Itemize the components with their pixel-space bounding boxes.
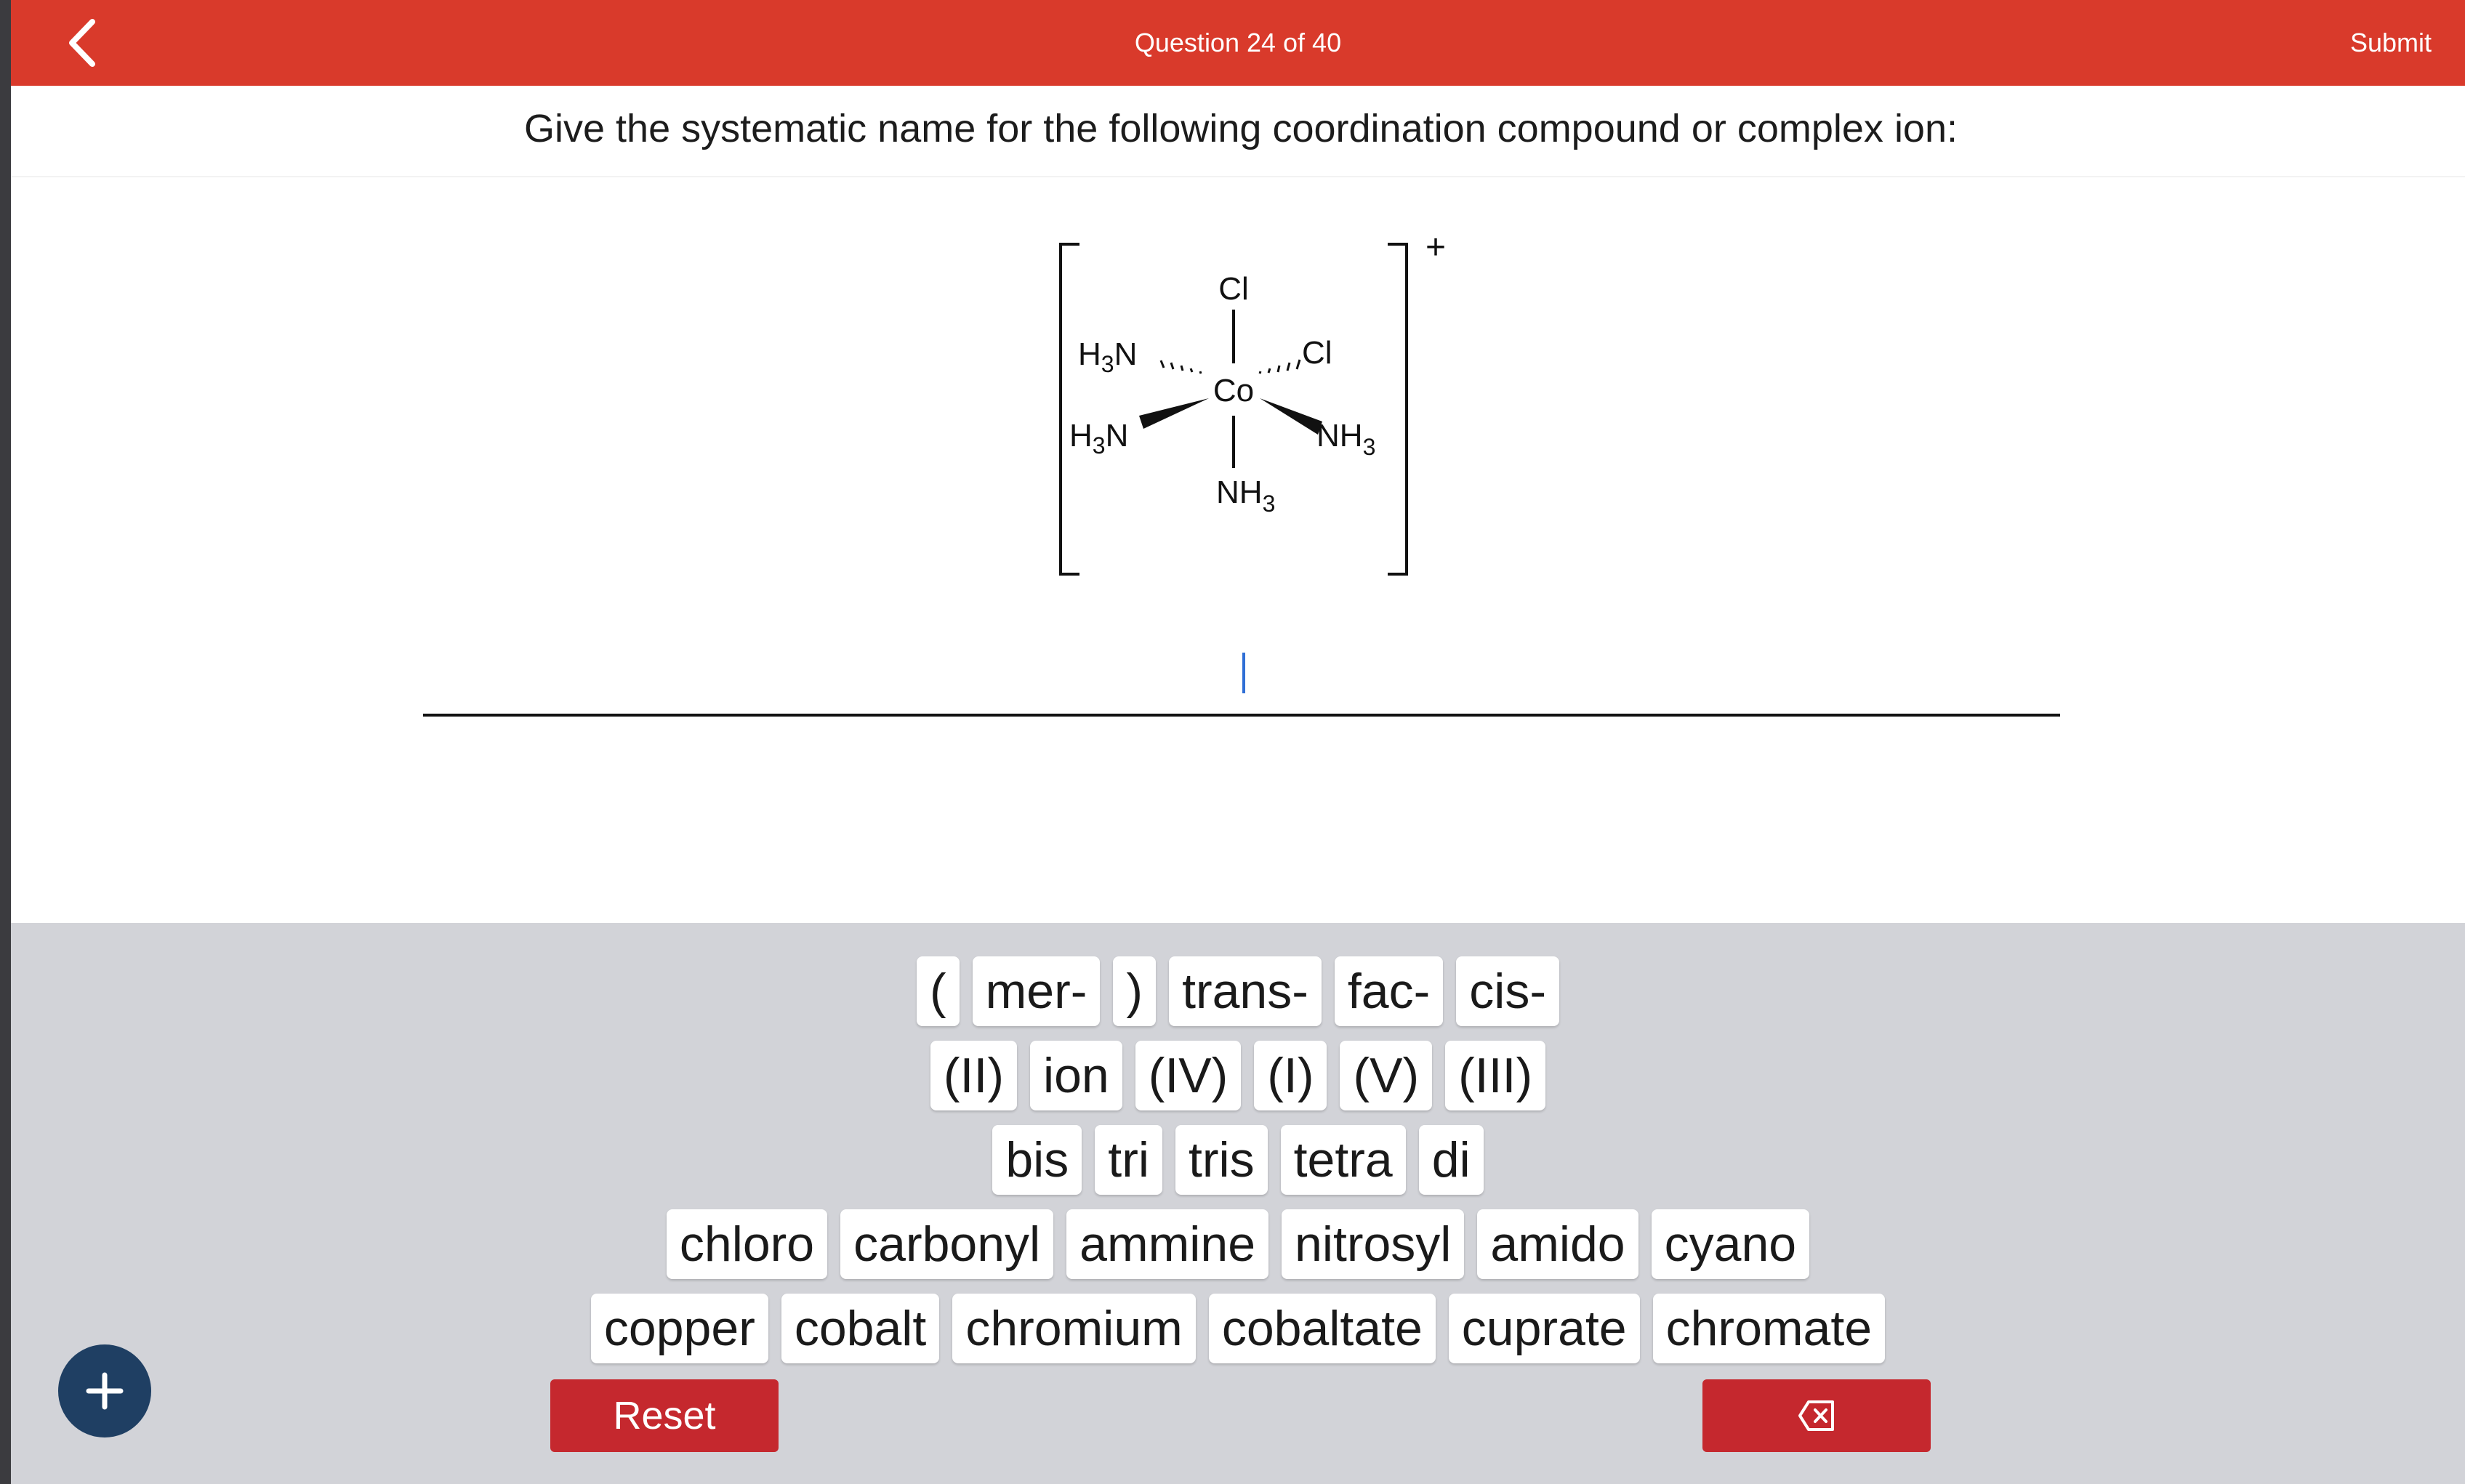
key-row-5 — [11, 1294, 2465, 1363]
key-ion[interactable]: ion — [1030, 1041, 1122, 1110]
key-row-3 — [11, 1125, 2465, 1195]
key-row-2 — [11, 1041, 2465, 1110]
backspace-icon — [1798, 1399, 1835, 1432]
charge-label: + — [1425, 228, 1447, 267]
reset-button[interactable]: Reset — [550, 1379, 779, 1452]
wedge-bond-left — [1139, 398, 1209, 429]
key-v[interactable]: (V) — [1340, 1041, 1432, 1110]
key-chloro[interactable]: chloro — [667, 1209, 827, 1279]
header-bar — [11, 0, 2465, 86]
wedge-bond-right — [1260, 398, 1322, 435]
key-cuprate[interactable]: cuprate — [1449, 1294, 1640, 1363]
add-button[interactable] — [58, 1344, 151, 1437]
ligand-bottom: $NH_3$ — [1216, 475, 1276, 517]
hashed-bond-left — [1161, 360, 1201, 374]
key-mer[interactable]: mer- — [973, 956, 1101, 1026]
key-cobaltate[interactable]: cobaltate — [1209, 1294, 1436, 1363]
key-bis[interactable]: bis — [992, 1125, 1082, 1195]
key-cis[interactable]: cis- — [1456, 956, 1559, 1026]
key-ammine[interactable]: ammine — [1066, 1209, 1268, 1279]
plus-icon — [83, 1369, 126, 1413]
chevron-left-icon — [56, 16, 110, 70]
backspace-button[interactable] — [1702, 1379, 1931, 1452]
key-nitrosyl[interactable]: nitrosyl — [1282, 1209, 1464, 1279]
key-chromate[interactable]: chromate — [1653, 1294, 1885, 1363]
key-tri[interactable]: tri — [1095, 1125, 1162, 1195]
ligand-top: Cl — [1218, 271, 1249, 307]
ligand-upper-right: Cl — [1302, 335, 1332, 371]
ligand-upper-left: $H_3N$ — [1078, 336, 1138, 377]
submit-button[interactable]: Submit — [2349, 28, 2432, 57]
key-amido[interactable]: amido — [1477, 1209, 1638, 1279]
structure-diagram — [1029, 218, 1479, 596]
key-cyano[interactable]: cyano — [1652, 1209, 1809, 1279]
question-counter: Question 24 of 40 — [1134, 28, 1342, 57]
metal-center: Co — [1213, 373, 1255, 408]
key-cobalt[interactable]: cobalt — [781, 1294, 939, 1363]
key-ii[interactable]: (II) — [930, 1041, 1017, 1110]
ligand-lower-left: $H_3N$ — [1069, 418, 1129, 459]
divider — [11, 176, 2465, 177]
key-copper[interactable]: copper — [591, 1294, 768, 1363]
answer-field[interactable] — [423, 714, 2060, 717]
key-row-1 — [11, 956, 2465, 1026]
app-window — [11, 0, 2465, 1484]
answer-caret — [1242, 653, 1245, 693]
key-close-paren[interactable]: ) — [1113, 956, 1156, 1026]
key-iv[interactable]: (IV) — [1135, 1041, 1242, 1110]
key-di[interactable]: di — [1419, 1125, 1484, 1195]
ligand-lower-right: $NH_3$ — [1316, 418, 1376, 460]
key-tetra[interactable]: tetra — [1281, 1125, 1406, 1195]
key-open-paren[interactable]: ( — [917, 956, 960, 1026]
key-carbonyl[interactable]: carbonyl — [840, 1209, 1053, 1279]
left-bracket — [1061, 244, 1079, 574]
key-fac[interactable]: fac- — [1335, 956, 1443, 1026]
back-button[interactable] — [56, 16, 110, 70]
key-trans[interactable]: trans- — [1169, 956, 1322, 1026]
key-iii[interactable]: (III) — [1445, 1041, 1545, 1110]
key-i[interactable]: (I) — [1254, 1041, 1327, 1110]
right-bracket — [1388, 244, 1407, 574]
key-chromium[interactable]: chromium — [952, 1294, 1196, 1363]
keyboard-panel — [11, 923, 2465, 1484]
key-tris[interactable]: tris — [1175, 1125, 1268, 1195]
question-text: Give the systematic name for the following coordination compound or complex ion: — [524, 107, 1958, 150]
key-row-4 — [11, 1209, 2465, 1279]
hashed-bond-right — [1260, 360, 1300, 374]
